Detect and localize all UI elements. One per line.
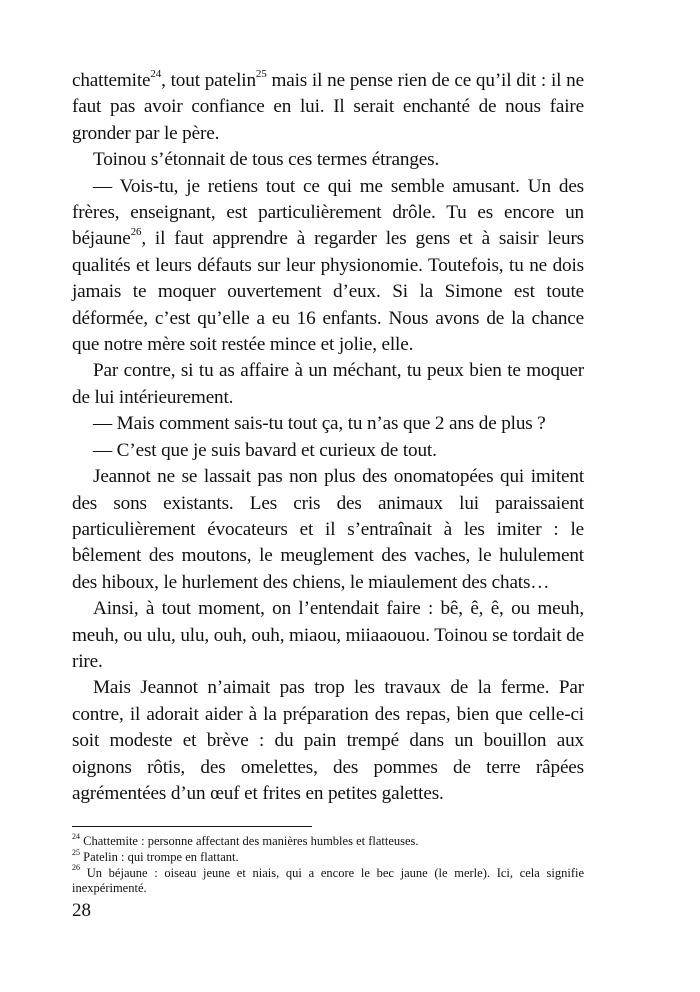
- paragraph-8: Ainsi, à tout moment, on l’entendait faire : bê, ê, ê, ou meuh, meuh, ou ulu, ulu, ouh, ouh, miaou, miiaaouou. Toinou se tordait de rire.: [72, 598, 584, 672]
- footnote-25: $^{25}$ Patelin : qui trompe en flattant.: [72, 847, 239, 864]
- paragraph-7: Jeannot ne se lassait pas non plus des onomatopées qui imitent des sons existants. Les cris des animaux lui paraissaient particulièrement évocateurs et il s’entraînait à les imiter : le bêlement des moutons, le meuglement des vaches, le hululement des hiboux, le hurlement des chiens, le miaulement des chats…: [72, 466, 584, 593]
- paragraph-9: Mais Jeannot n’aimait pas trop les travaux de la ferme. Par contre, il adorait aider à la préparation des repas, bien que celle-ci soit modeste et brève : du pain trempé dans un bouillon aux oignons rôtis, des omelettes, des pommes de terre râpées agrémentées d’un œuf et frites en petites galettes.: [72, 677, 584, 804]
- footnote-separator: [72, 826, 312, 827]
- footnote-ref-24: 24: [150, 67, 162, 80]
- page-number: 28: [72, 899, 91, 921]
- paragraph-2: Toinou s’étonnait de tous ces termes étranges.: [93, 149, 440, 171]
- paragraph-1: chattemite$^{24}$, tout patelin$^{25}$ mais il ne pense rien de ce qu’il dit : il ne faut pas avoir confiance en lui. Il serait enchanté de nous faire gronder par le père.: [72, 67, 584, 144]
- paragraph-6: — C’est que je suis bavard et curieux de tout.: [93, 439, 437, 461]
- paragraph-4: Par contre, si tu as affaire à un méchant, tu peux bien te moquer de lui intérieurement.: [72, 360, 584, 408]
- paragraph-5: — Mais comment sais-tu tout ça, tu n’as que 2 ans de plus ?: [93, 413, 546, 435]
- footnote-ref-25: 25: [255, 67, 267, 80]
- footnote-ref-26: 26: [130, 226, 142, 239]
- book-page: [72, 68, 584, 922]
- paragraph-3: — Vois-tu, je retiens tout ce qui me semble amusant. Un des frères, enseignant, est particulièrement drôle. Tu es encore un béjaune$^{26}$, il faut apprendre à regarder les gens et à saisir leurs qualités et leurs défauts sur leur physionomie. Toutefois, tu ne dois jamais te moquer ouvertement d’eux. Si la Simone est toute déformée, c’est qu’elle a eu 16 enfants. Nous avons de la chance que notre mère soit restée mince et jolie, elle.: [72, 175, 584, 356]
- footnote-26: $^{26}$ Un béjaune : oiseau jeune et niais, qui a encore le bec jaune (le merle). Ici, cela signifie inexpérimenté.: [72, 863, 584, 896]
- body-text: [72, 68, 584, 807]
- footnotes: [72, 834, 584, 896]
- footnote-24: $^{24}$ Chattemite : personne affectant des manières humbles et flatteuses.: [72, 832, 419, 849]
